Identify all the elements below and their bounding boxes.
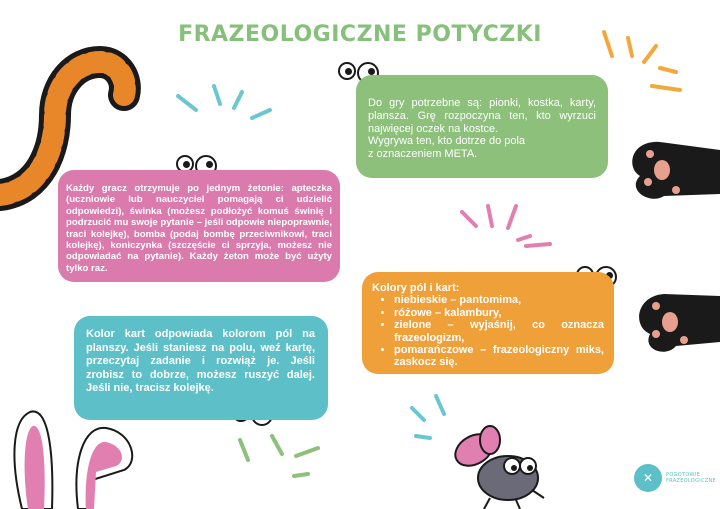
list-item: • niebieskie – pantomima, [394,294,604,306]
logo-line1: POGOTOWIE [666,472,701,478]
logo-line2: FRAZEOLOGICZNE [666,478,716,484]
page-title: FRAZEOLOGICZNE POTYCZKI [178,22,542,47]
logo [634,464,716,492]
blue-strokes-bottom-decoration [412,396,444,438]
list-item: • różowe – kalambury, [394,307,604,319]
cards-rules-card [74,316,328,420]
colors-rules-card [362,272,614,374]
list-item: • zielone – wyjaśnij, co oznacza frazeologizm, [394,319,604,344]
meta-text: z oznaczeniem META. [368,148,478,161]
colors-heading: Kolory pól i kart: [372,282,460,294]
pink-strokes-decoration [462,206,550,246]
tokens-text: Każdy gracz otrzymuje po jednym żetonie: apteczka (uczniowie lub nauczyciel pomagają ci udzielić odpowiedzi), świnka (możesz podłożyć komuś świnię i podrzucić mu swoje pytanie – jeśli odpowie niepoprawnie, traci kolejkę), bomba (podaj bombę przeciwnikowi, traci kolejkę), koniczynka (szczęście ci sprzyja, możesz nie odpowiadać na pytanie). Każdy żeton może być użyty tylko raz. [66,183,333,274]
equipment-rules-card [356,75,608,178]
rabbit-ears-illustration [14,411,132,509]
logo-icon: ✕ [634,464,662,492]
equipment-text: Do gry potrzebne są: pionki, kostka, karty, plansza. Grę rozpoczyna ten, kto wyrzuci najwięcej oczek na kostce. [368,97,596,135]
tokens-rules-card [58,170,340,282]
blue-strokes-decoration [178,86,270,118]
winner-text: Wygrywa ten, kto dotrze do pola [368,135,526,148]
paw-top-illustration [632,142,720,199]
fly-illustration [450,426,544,509]
cards-text: Kolor kart odpowiada kolorom pól na planszy. Jeśli staniesz na polu, weź kartę, przeczytaj zadanie i rozwiąż je. Jeśli zrobisz to dobrze, możesz ruszyć dalej. Jeśli nie, tracisz kolejkę. [86,328,315,395]
paw-bottom-illustration [639,294,720,352]
list-item: • pomarańczowe – frazeologiczny miks, zaskocz się. [394,344,604,369]
green-strokes-decoration [240,436,318,476]
colors-list [372,294,604,368]
